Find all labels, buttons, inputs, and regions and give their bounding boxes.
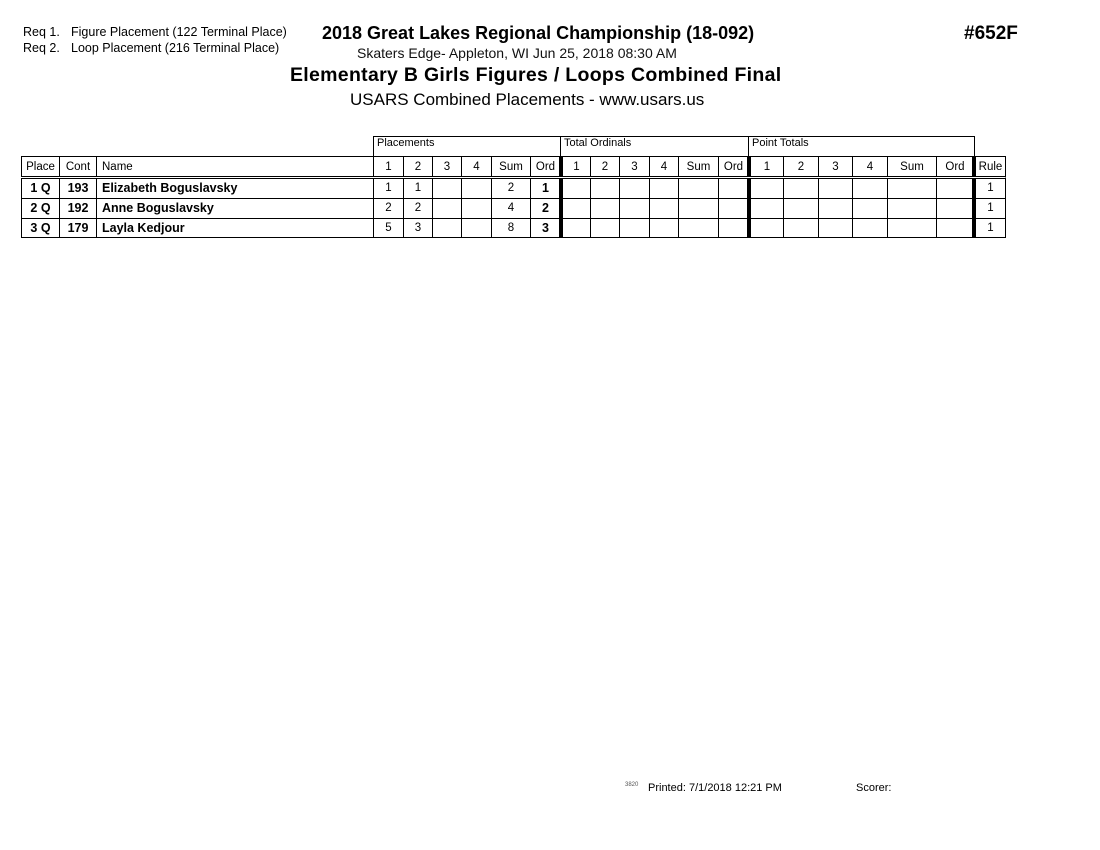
group-header-placements: Placements [373, 136, 561, 157]
ordinal-1-cell [559, 199, 590, 219]
printed-timestamp: Printed: 7/1/2018 12:21 PM [648, 782, 782, 794]
name-cell: Anne Boguslavsky [96, 199, 373, 219]
column-header-points-1: 1 [747, 156, 783, 177]
ordinal-4-cell [649, 199, 678, 219]
column-header-ordinals-3: 3 [619, 156, 649, 177]
points-4-cell [852, 179, 887, 199]
name-cell: Elizabeth Boguslavsky [96, 179, 373, 199]
ordinal-3-cell [619, 179, 649, 199]
venue-date-line: Skaters Edge- Appleton, WI Jun 25, 2018 08:30 AM [357, 45, 677, 61]
placement-sum-cell: 8 [491, 219, 530, 238]
placement-4-cell [461, 199, 491, 219]
competition-title: 2018 Great Lakes Regional Championship (18-092) [322, 23, 755, 43]
placement-3-cell [432, 199, 461, 219]
ordinal-2-cell [590, 179, 619, 199]
points-3-cell [818, 199, 852, 219]
rule-cell: 1 [972, 199, 1006, 219]
placement-1-cell: 5 [373, 219, 403, 238]
column-header-name: Name [96, 156, 373, 177]
points-1-cell [747, 199, 783, 219]
column-header-placements-sum: Sum [491, 156, 530, 177]
column-header-ordinals-sum: Sum [678, 156, 718, 177]
rule-cell: 1 [972, 179, 1006, 199]
cont-cell: 192 [59, 199, 96, 219]
name-cell: Layla Kedjour [96, 219, 373, 238]
column-header-placements-ord: Ord [530, 156, 560, 177]
requirement-text: Figure Placement (122 Terminal Place) [71, 25, 287, 39]
points-sum-cell [887, 199, 936, 219]
ordinal-2-cell [590, 219, 619, 238]
placement-2-cell: 1 [403, 179, 432, 199]
rule-cell: 1 [972, 219, 1006, 238]
placement-4-cell [461, 219, 491, 238]
points-3-cell [818, 219, 852, 238]
points-3-cell [818, 179, 852, 199]
placement-2-cell: 2 [403, 199, 432, 219]
ordinal-sum-cell [678, 199, 718, 219]
points-1-cell [747, 179, 783, 199]
placement-3-cell [432, 219, 461, 238]
points-ord-cell [936, 179, 973, 199]
group-header-point-totals: Point Totals [748, 136, 975, 157]
report-subtitle: USARS Combined Placements - www.usars.us [350, 90, 705, 109]
points-ord-cell [936, 199, 973, 219]
place-cell: 2 Q [21, 199, 59, 219]
placement-ord-cell: 2 [530, 199, 560, 219]
column-header-ordinals-ord: Ord [718, 156, 748, 177]
ordinal-3-cell [619, 219, 649, 238]
column-header-points-2: 2 [783, 156, 818, 177]
points-sum-cell [887, 219, 936, 238]
column-header-placements-1: 1 [373, 156, 403, 177]
points-2-cell [783, 179, 818, 199]
ordinal-2-cell [590, 199, 619, 219]
column-header-placements-4: 4 [461, 156, 491, 177]
scorer-label: Scorer: [856, 782, 892, 794]
points-2-cell [783, 199, 818, 219]
points-4-cell [852, 199, 887, 219]
ordinal-ord-cell [718, 199, 748, 219]
column-header-placements-2: 2 [403, 156, 432, 177]
placement-sum-cell: 4 [491, 199, 530, 219]
ordinal-1-cell [559, 179, 590, 199]
placement-ord-cell: 1 [530, 179, 560, 199]
ordinal-3-cell [619, 199, 649, 219]
column-header-ordinals-1: 1 [559, 156, 590, 177]
requirement-label: Req 2. [23, 41, 60, 55]
points-2-cell [783, 219, 818, 238]
ordinal-sum-cell [678, 179, 718, 199]
results-table [0, 0, 1100, 300]
column-header-points-sum: Sum [887, 156, 936, 177]
column-header-cont: Cont [59, 156, 96, 177]
placement-1-cell: 1 [373, 179, 403, 199]
requirement-text: Loop Placement (216 Terminal Place) [71, 41, 280, 55]
event-number: #652F [964, 23, 1018, 44]
ordinal-ord-cell [718, 219, 748, 238]
placement-4-cell [461, 179, 491, 199]
points-sum-cell [887, 179, 936, 199]
event-name: Elementary B Girls Figures / Loops Combined Final [290, 64, 782, 86]
place-cell: 1 Q [21, 179, 59, 199]
points-4-cell [852, 219, 887, 238]
placement-3-cell [432, 179, 461, 199]
requirement-label: Req 1. [23, 25, 60, 39]
ordinal-ord-cell [718, 179, 748, 199]
column-header-rule: Rule [972, 156, 1006, 177]
column-header-placements-3: 3 [432, 156, 461, 177]
points-ord-cell [936, 219, 973, 238]
column-header-points-4: 4 [852, 156, 887, 177]
place-cell: 3 Q [21, 219, 59, 238]
column-header-ordinals-4: 4 [649, 156, 678, 177]
report-code: 3820 [625, 782, 639, 788]
cont-cell: 179 [59, 219, 96, 238]
placement-ord-cell: 3 [530, 219, 560, 238]
cont-cell: 193 [59, 179, 96, 199]
ordinal-sum-cell [678, 219, 718, 238]
placement-1-cell: 2 [373, 199, 403, 219]
placement-2-cell: 3 [403, 219, 432, 238]
column-header-points-ord: Ord [936, 156, 973, 177]
column-header-place: Place [21, 156, 59, 177]
placement-sum-cell: 2 [491, 179, 530, 199]
ordinal-4-cell [649, 179, 678, 199]
points-1-cell [747, 219, 783, 238]
ordinal-1-cell [559, 219, 590, 238]
column-header-points-3: 3 [818, 156, 852, 177]
group-header-total-ordinals: Total Ordinals [560, 136, 749, 157]
column-header-ordinals-2: 2 [590, 156, 619, 177]
ordinal-4-cell [649, 219, 678, 238]
